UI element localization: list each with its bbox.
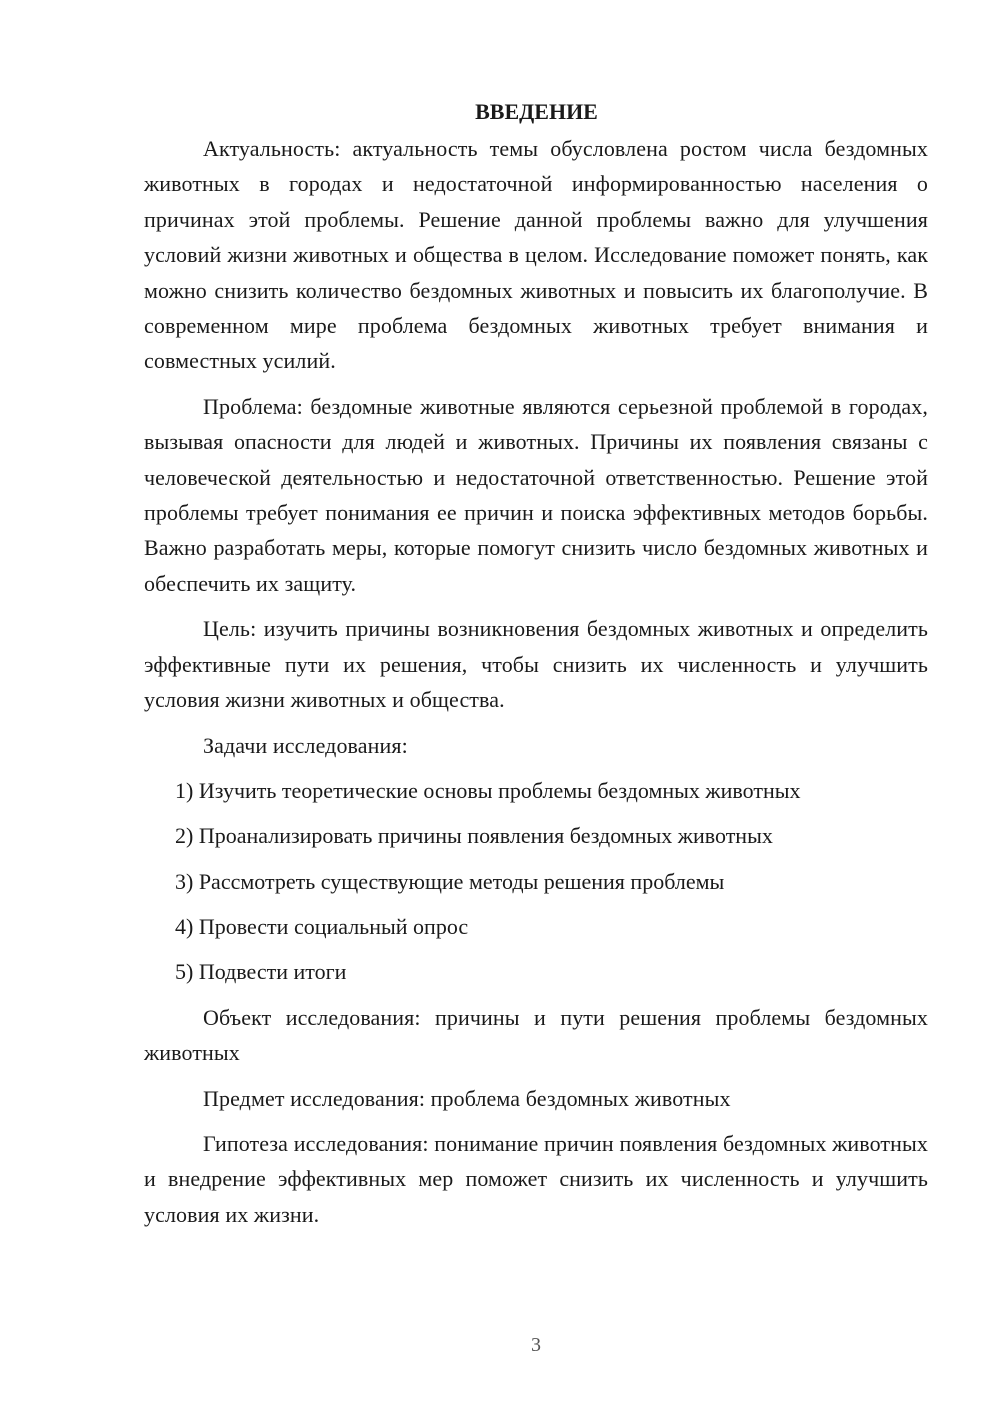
list-item: 3) Рассмотреть существующие методы решения проблемы (175, 868, 725, 894)
hypothesis-paragraph: Гипотеза исследования: понимание причин появления бездомных животных и внедрение эффективных мер поможет снизить их численность и улучшить условия их жизни. (144, 1131, 928, 1227)
subject-paragraph: Предмет исследования: проблема бездомных животных (203, 1085, 731, 1111)
page-number: 3 (531, 1334, 541, 1356)
list-item: 5) Подвести итоги (175, 959, 347, 985)
tasks-heading: Задачи исследования: (203, 732, 408, 758)
page-title: ВВЕДЕНИЕ (475, 99, 598, 124)
goal-paragraph: Цель: изучить причины возникновения бездомных животных и определить эффективные пути их решения, чтобы снизить их численность и улучшить условия жизни животных и общества. (144, 616, 928, 713)
page-content (144, 93, 928, 1242)
problem-paragraph: Проблема: бездомные животные являются серьезной проблемой в городах, вызывая опасности для людей и животных. Причины их появления связаны с человеческой деятельностью и недостаточной ответственностью. Решение этой проблемы требует понимания ее причин и поиска эффективных методов борьбы. Важно разработать меры, которые помогут снизить число бездомных животных и обеспечить их защиту. (144, 393, 928, 596)
tasks-list (144, 773, 928, 990)
object-paragraph: Объект исследования: причины и пути решения проблемы бездомных животных (144, 1004, 928, 1066)
relevance-paragraph: Актуальность: актуальность темы обусловлена ростом числа бездомных животных в городах и недостаточной информированностью населения о причинах этой проблемы. Решение данной проблемы важно для улучшения условий жизни животных и общества в целом. Исследование поможет понять, как можно снизить количество бездомных животных и повысить их благополучие. В современном мире проблема бездомных животных требует внимания и совместных усилий. (144, 136, 928, 374)
list-item: 4) Провести социальный опрос (175, 914, 469, 940)
list-item: 1) Изучить теоретические основы проблемы бездомных животных (175, 777, 801, 803)
list-item: 2) Проанализировать причины появления бездомных животных (175, 823, 773, 849)
